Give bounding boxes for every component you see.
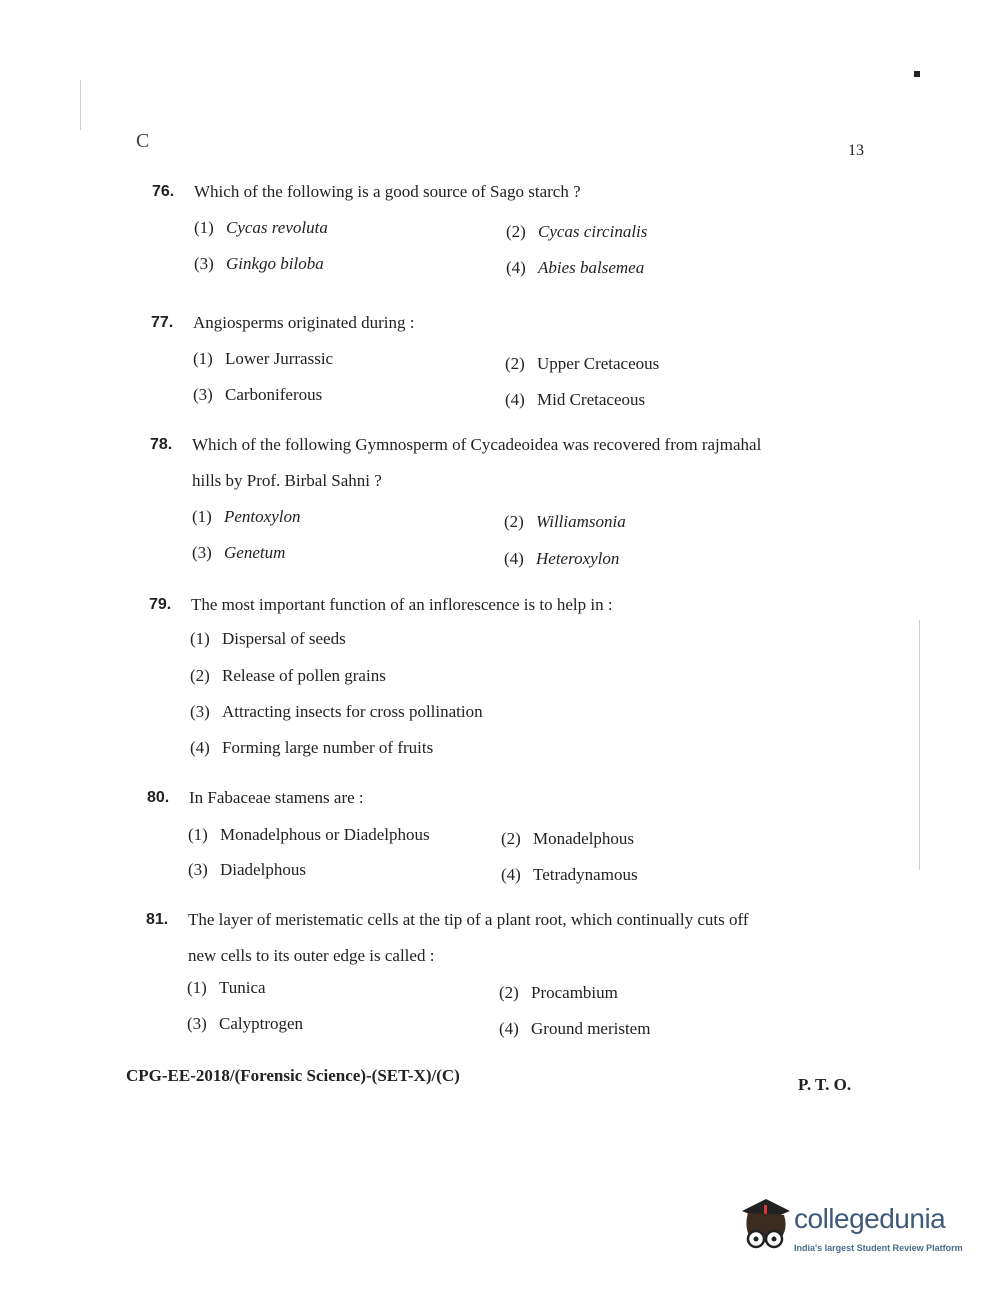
option [506, 258, 644, 278]
option-text: Attracting insects for cross pollination [222, 702, 483, 721]
question-text: Which of the following is a good source of Sago starch ? [194, 182, 581, 201]
option-number: (2) [505, 354, 525, 373]
option-text: Heteroxylon [536, 549, 620, 568]
option-text: Tetradynamous [533, 865, 638, 884]
option [506, 222, 647, 242]
option-number: (4) [504, 549, 524, 568]
option-text: Cycas circinalis [538, 222, 648, 241]
option-number: (2) [506, 222, 526, 241]
option-text: Monadelphous [533, 829, 635, 848]
question-number: 79. [149, 596, 172, 613]
option-text: Pentoxylon [224, 507, 301, 526]
option [187, 978, 266, 998]
option [194, 254, 324, 274]
scan-artifact-line [80, 80, 81, 130]
option [190, 738, 433, 758]
option [190, 629, 346, 649]
option-number: (3) [187, 1014, 207, 1033]
option [190, 666, 386, 686]
option-number: (1) [193, 349, 213, 368]
option-number: (4) [190, 738, 210, 757]
option-text: Calyptrogen [219, 1014, 304, 1033]
question-text: Which of the following Gymnosperm of Cycadeoidea was recovered from rajmahal [192, 435, 762, 454]
option-text: Tunica [219, 978, 266, 997]
mascot-logo-icon [736, 1197, 794, 1253]
option-number: (4) [499, 1019, 519, 1038]
option [501, 829, 634, 849]
option [187, 1014, 303, 1034]
brand-tagline: India's largest Student Review Platform [794, 1243, 963, 1253]
option-text: Monadelphous or Diadelphous [220, 825, 430, 844]
exam-code: CPG-EE-2018/(Forensic Science)-(SET-X)/(C) [126, 1066, 460, 1085]
option-text: Dispersal of seeds [222, 629, 346, 648]
option [193, 349, 333, 369]
question-number: 76. [152, 183, 175, 200]
option [505, 390, 645, 410]
option [192, 507, 300, 527]
brand-name: collegedunia [794, 1203, 946, 1234]
option [499, 983, 618, 1003]
question-text-continued: new cells to its outer edge is called : [188, 946, 435, 965]
option-text: Release of pollen grains [222, 666, 386, 685]
option [190, 702, 483, 722]
option-number: (1) [194, 218, 214, 237]
question-number: 78. [150, 436, 173, 453]
option-number: (2) [504, 512, 524, 531]
question-text-continued: hills by Prof. Birbal Sahni ? [192, 471, 382, 490]
option-number: (4) [505, 390, 525, 409]
option-number: (3) [190, 702, 210, 721]
option-number: (1) [190, 629, 210, 648]
option-text: Procambium [531, 983, 618, 1002]
question-text: The layer of meristematic cells at the tip of a plant root, which continually cuts off [188, 910, 749, 929]
option-text: Ground meristem [531, 1019, 651, 1038]
page-number: 13 [848, 142, 864, 159]
option-text: Diadelphous [220, 860, 306, 879]
option-text: Williamsonia [536, 512, 626, 531]
option-text: Carboniferous [225, 385, 323, 404]
option-text: Ginkgo biloba [226, 254, 324, 273]
option [499, 1019, 650, 1039]
question-number: 77. [151, 314, 174, 331]
collegedunia-watermark [736, 1197, 966, 1257]
option-text: Abies balsemea [538, 258, 645, 277]
option-text: Mid Cretaceous [537, 390, 646, 409]
option-text: Genetum [224, 543, 286, 562]
option-text: Upper Cretaceous [537, 354, 660, 373]
option [192, 543, 285, 563]
option [505, 354, 659, 374]
option-number: (1) [188, 825, 208, 844]
option-text: Lower Jurrassic [225, 349, 334, 368]
option-number: (1) [192, 507, 212, 526]
option-number: (3) [193, 385, 213, 404]
option [188, 860, 306, 880]
question-text: Angiosperms originated during : [193, 313, 415, 332]
option [504, 549, 619, 569]
option [501, 865, 638, 885]
corner-mark: C [136, 130, 150, 152]
option [504, 512, 626, 532]
option [193, 385, 322, 405]
option-number: (4) [506, 258, 526, 277]
question-number: 81. [146, 911, 169, 928]
option-number: (2) [190, 666, 210, 685]
scan-artifact-line [919, 620, 920, 870]
option-number: (3) [194, 254, 214, 273]
question-text: In Fabaceae stamens are : [189, 788, 364, 807]
corner-dot-mark [914, 71, 920, 77]
option-number: (4) [501, 865, 521, 884]
question-number: 80. [147, 789, 170, 806]
option-number: (3) [188, 860, 208, 879]
option-number: (1) [187, 978, 207, 997]
option-number: (2) [501, 829, 521, 848]
pto-label: P. T. O. [798, 1075, 852, 1094]
option [188, 825, 430, 845]
question-text: The most important function of an inflorescence is to help in : [191, 595, 613, 614]
option-number: (3) [192, 543, 212, 562]
option [194, 218, 328, 238]
option-text: Forming large number of fruits [222, 738, 434, 757]
option-number: (2) [499, 983, 519, 1002]
option-text: Cycas revoluta [226, 218, 328, 237]
